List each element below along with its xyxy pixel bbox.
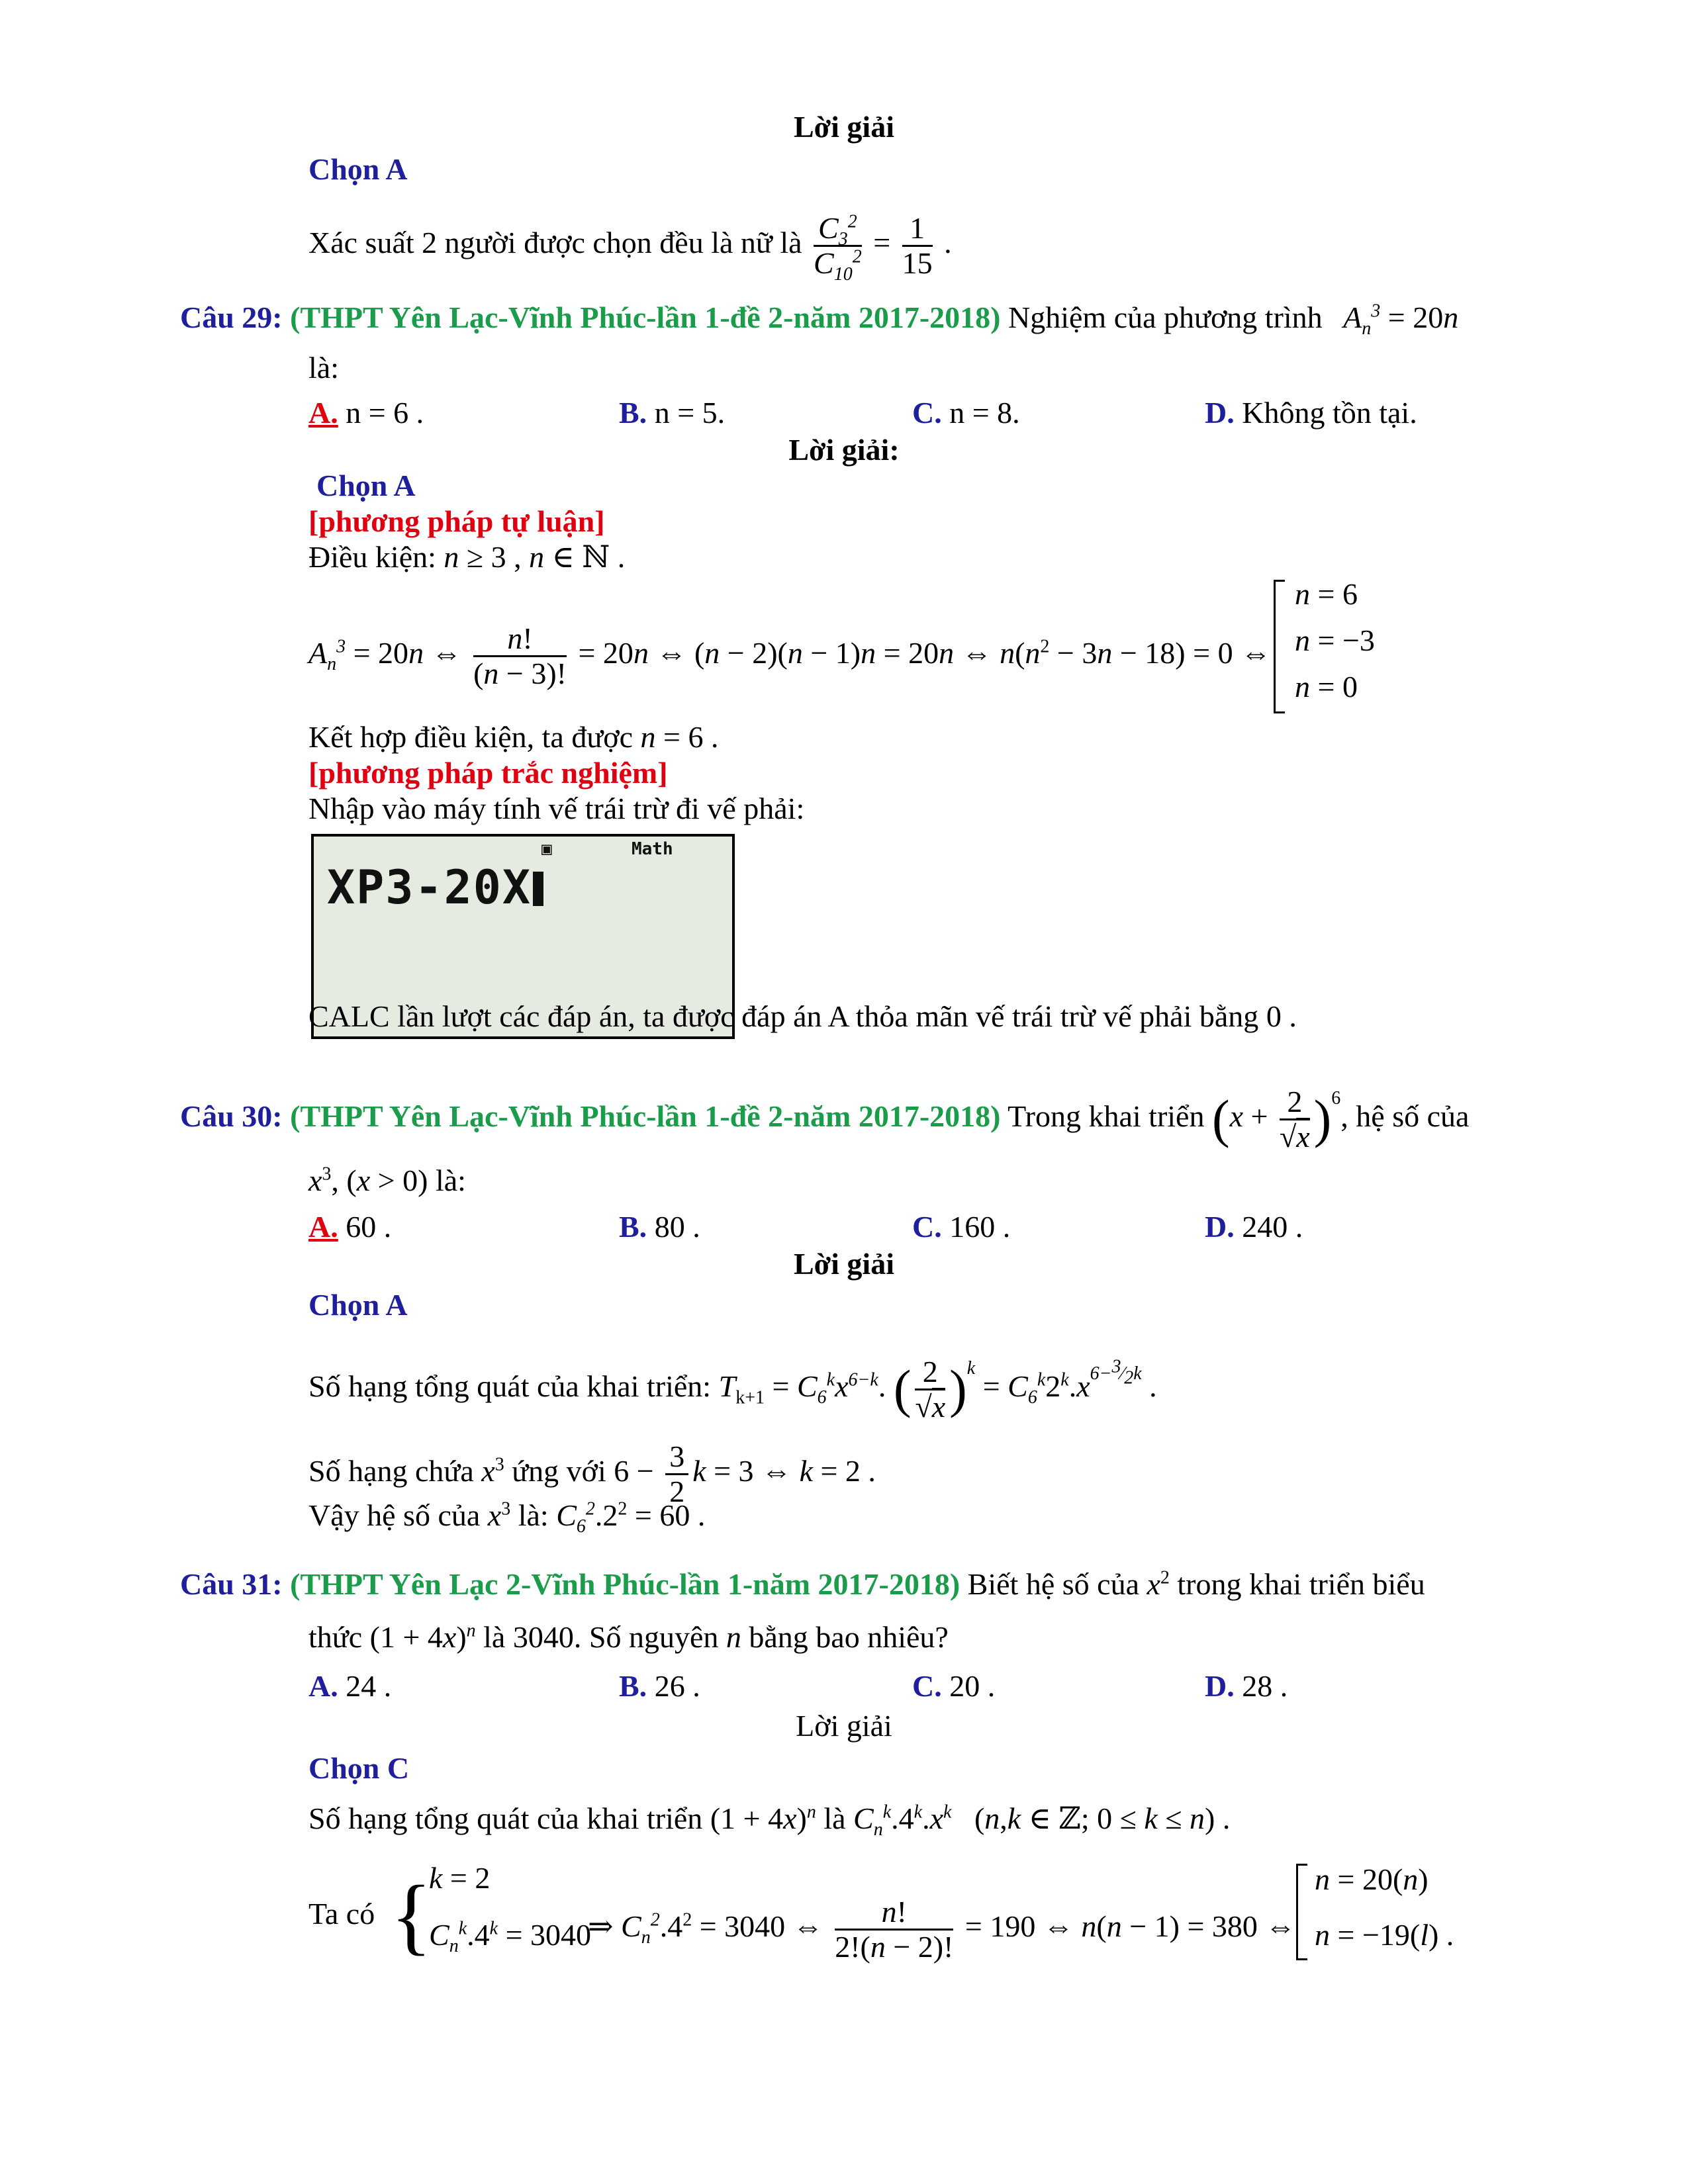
q31-general-term: Số hạng tổng quát của khai triển $(1 + 4x)^n$ là $C_n^k.4^k.x^k$ (n,k ∈ ℤ; 0 ≤ k ≤ n) . (308, 1801, 1231, 1841)
q30-question-mid: , hệ số của (1340, 1099, 1470, 1134)
q29-method2: [phương pháp trắc nghiệm] (308, 756, 668, 790)
q30-loi-giai: Lời giải (794, 1247, 894, 1281)
q29-root-2: n = −3 (1295, 623, 1375, 657)
q31-source: (THPT Yên Lạc 2-Vĩnh Phúc-lần 1-năm 2017-2018) (290, 1567, 961, 1601)
q31-chon: Chọn C (308, 1751, 410, 1785)
q30-option-d[interactable]: D. 240 . (1205, 1210, 1303, 1244)
q31-option-a[interactable]: A. 24 . (308, 1669, 392, 1703)
q28-loi-giai: Lời giải (794, 110, 894, 144)
q30-question: Trong khai triển (1008, 1099, 1205, 1134)
q31-system-2: $C_n^k.4^k = 3040$ (429, 1918, 592, 1957)
q29-derivation: $A_n^3 = 20n$ ⇔ $\frac{n!}{(n - 3)!}$ = 20n ⇔ (n − 2)(n − 1)n = 20n ⇔ $n(n^2 - 3n - 18) = 0$ ⇔ (308, 621, 1272, 690)
q29-option-d[interactable]: D. Không tồn tại. (1205, 396, 1417, 430)
q31-option-d[interactable]: D. 28 . (1205, 1669, 1288, 1703)
q29-option-b[interactable]: B. n = 5. (619, 396, 726, 430)
q28-fraction-1: $\frac{C_3^2}{C_{10}^2}$ (814, 211, 862, 285)
q29-nhap: Nhập vào máy tính vế trái trừ đi vế phải: (308, 792, 805, 825)
q29-source: (THPT Yên Lạc-Vĩnh Phúc-lần 1-đề 2-năm 2017-2018) (290, 300, 1001, 334)
q30-conclusion: Vậy hệ số của $x^3$ là: $C_6^2.2^2 = 60$ . (308, 1498, 706, 1537)
q29-question-end: là: (308, 351, 339, 385)
q30-question-l2: $x^3$, (x > 0) là: (308, 1163, 466, 1197)
q29-option-a[interactable]: A. n = 6 . (308, 396, 424, 430)
q30-question-line: Câu 30: (THPT Yên Lạc-Vĩnh Phúc-lần 1-đề 2-năm 2017-2018) Trong khai triển (x + $\frac{2}{√x}$ )$^6$, hệ số của (180, 1085, 1470, 1154)
q30-option-a[interactable]: A. 60 . (308, 1210, 392, 1244)
q28-answer-line: Xác suất 2 người được chọn đều là nữ là $\frac{C_3^2}{C_{10}^2}$ = $\frac{1}{15}$ . (308, 211, 952, 285)
q29-root-1: n = 6 (1295, 577, 1358, 611)
q30-chon: Chọn A (308, 1288, 408, 1322)
q29-option-c[interactable]: C. n = 8. (912, 396, 1020, 430)
q30-general-term: Số hạng tổng quát của khai triển: $T_{k+1} = C_6^kx^{6-k}$. ( $\frac{2}{√x}$ )$^k = C_6^k2^k.x^{6-^3⁄_2k}$ . (308, 1355, 1157, 1424)
q31-ta-co: Ta có (308, 1897, 375, 1931)
q30-source: (THPT Yên Lạc-Vĩnh Phúc-lần 1-đề 2-năm 2017-2018) (290, 1099, 1001, 1134)
q31-question-l2: thức $(1 + 4x)^n$ là 3040. Số nguyên n bằng bao nhiêu? (308, 1620, 949, 1654)
q31-loi-giai: Lời giải (796, 1709, 892, 1743)
calculator-display: XP3-20X (327, 860, 543, 915)
q29-method1: [phương pháp tự luận] (308, 504, 605, 538)
q31-brace: { (391, 1868, 432, 1964)
q29-ket-hop: Kết hợp điều kiện, ta được (308, 720, 633, 754)
q28-chon: Chọn A (308, 152, 408, 186)
q29-chon: Chọn A (316, 469, 416, 502)
q30-option-c[interactable]: C. 160 . (912, 1210, 1011, 1244)
q31-root-2: n = −19(l) . (1315, 1918, 1454, 1952)
q31-label: Câu 31: (180, 1567, 283, 1601)
q29-loi-giai: Lời giải: (788, 433, 900, 467)
q31-option-c[interactable]: C. 20 . (912, 1669, 996, 1703)
q28-text: Xác suất 2 người được chọn đều là nữ là (308, 226, 802, 260)
q30-label: Câu 30: (180, 1099, 283, 1134)
q29-dieu-kien-line: Điều kiện: n ≥ 3 , n ∈ ℕ . (308, 540, 626, 574)
calculator-d-indicator: ▣ (541, 839, 552, 859)
q31-derivation: ⇒ $C_n^2.4^2 = 3040$ ⇔ $\frac{n!}{2!(n - 2)!}$ = 190 ⇔ n(n − 1) = 380 ⇔ (588, 1895, 1296, 1964)
q29-calc-text: CALC lần lượt các đáp án, ta được đáp án A thỏa mãn vế trái trừ vế phải bằng (308, 999, 1259, 1033)
q29-question-line: Câu 29: (THPT Yên Lạc-Vĩnh Phúc-lần 1-đề 2-năm 2017-2018) Nghiệm của phương trình $A_n^3 = 20n$ (180, 300, 1459, 340)
q28-fraction-2: $\frac{1}{15}$ (902, 211, 933, 280)
q30-term-x3: Số hạng chứa $x^3$ ứng với 6 − $\frac{3}{2}$ k = 3 ⇔ k = 2 . (308, 1439, 876, 1508)
q29-question: Nghiệm của phương trình (1008, 300, 1323, 334)
q29-dieu-kien: Điều kiện: (308, 540, 436, 574)
q29-calc-line: CALC lần lượt các đáp án, ta được đáp án A thỏa mãn vế trái trừ vế phải bằng 0 . (308, 999, 1297, 1033)
q29-label: Câu 29: (180, 300, 283, 334)
q29-ket-hop-line: Kết hợp điều kiện, ta được n = 6 . (308, 720, 719, 754)
q29-root-3: n = 0 (1295, 670, 1358, 704)
q31-system-1: k = 2 (429, 1861, 491, 1895)
calculator-mode: Math (632, 839, 673, 859)
q31-question-line: Câu 31: (THPT Yên Lạc 2-Vĩnh Phúc-lần 1-năm 2017-2018) Biết hệ số của $x^2$ trong khai triển biểu (180, 1567, 1425, 1601)
q31-option-b[interactable]: B. 26 . (619, 1669, 700, 1703)
q29-bracket (1274, 580, 1285, 713)
q31-root-1: n = 20(n) (1315, 1862, 1429, 1896)
q31-bracket (1296, 1864, 1307, 1960)
q30-option-b[interactable]: B. 80 . (619, 1210, 700, 1244)
